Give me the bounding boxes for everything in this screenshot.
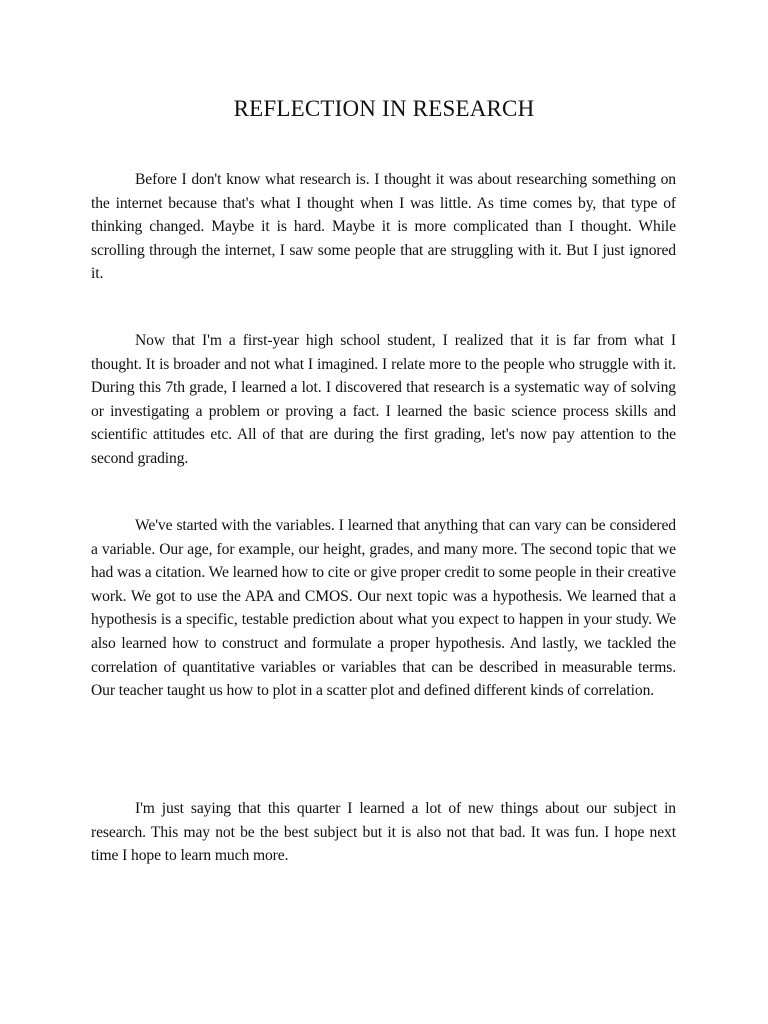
- paragraph-3: We've started with the variables. I learned that anything that can vary can be considered a variable. Our age, for example, our height, grades, and many more. The second topic that we had was a citation. We learned how to cite or give proper credit to some people in their creative work. We got to use the APA and CMOS. Our next topic was a hypothesis. We learned that a hypothesis is a specific, testable prediction about what you expect to happen in your study. We also learned how to construct and formulate a proper hypothesis. And lastly, we tackled the correlation of quantitative variables or variables that can be described in measurable terms. Our teacher taught us how to plot in a scatter plot and defined different kinds of correlation.: [91, 517, 676, 700]
- document-title: REFLECTION IN RESEARCH: [233, 96, 535, 121]
- paragraph-1: Before I don't know what research is. I thought it was about researching something on the internet because that's what I thought when I was little. As time comes by, that type of thinking changed. Maybe it is hard. Maybe it is more complicated than I thought. While scrolling through the internet, I saw some people that are struggling with it. But I just ignored it.: [91, 171, 676, 283]
- paragraph-2: Now that I'm a first-year high school student, I realized that it is far from what I thought. It is broader and not what I imagined. I relate more to the people who struggle with it. During this 7th grade, I learned a lot. I discovered that research is a systematic way of solving or investigating a problem or proving a fact. I learned the basic science process skills and scientific attitudes etc. All of that are during the first grading, let's now pay attention to the second grading.: [91, 332, 676, 467]
- paragraph-4: I'm just saying that this quarter I learned a lot of new things about our subject in research. This may not be the best subject but it is also not that bad. It was fun. I hope next time I hope to learn much more.: [91, 800, 676, 865]
